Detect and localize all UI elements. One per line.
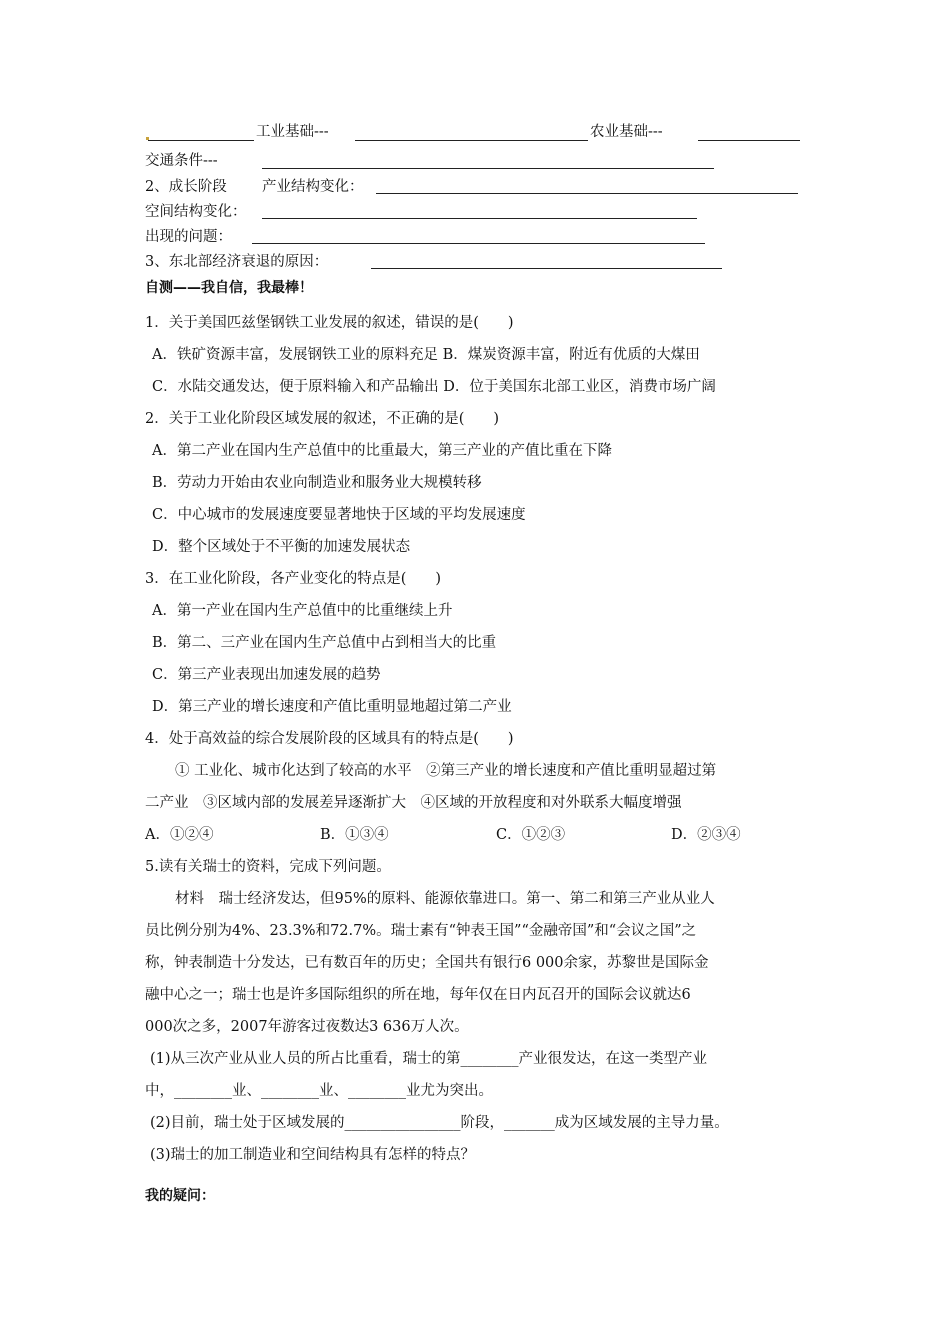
self-test-heading: 自测——我自信，我最棒！ (145, 280, 313, 296)
question-4-choice: B．①③④ (320, 827, 389, 843)
material-line: 员比例分别为4%、23.3%和72.7%。瑞士素有“钟表王国”“金融帝国”和“会议之国”之 (145, 923, 697, 939)
industry-structure-label: 产业结构变化： (262, 179, 364, 195)
problems-label: 出现的问题： (145, 229, 232, 245)
question-3-option: A．第一产业在国内生产总值中的比重继续上升 (152, 603, 453, 619)
blank-line (252, 243, 705, 244)
question-1-option: C．水陆交通发达，便于原料输入和产品输出 D．位于美国东北部工业区，消费市场广阔 (152, 379, 716, 395)
blank-line (262, 168, 714, 169)
my-questions-heading: 我的疑问： (145, 1188, 215, 1204)
material-line: 000次之多，2007年游客过夜数达3 636万人次。 (145, 1019, 469, 1035)
sub-question-1-cont: 中，________业、________业、________业尤为突出。 (145, 1083, 493, 1099)
question-4-statement: 二产业 ③区域内部的发展差异逐渐扩大 ④区域的开放程度和对外联系大幅度增强 (145, 795, 682, 811)
question-4-choice: D．②③④ (671, 827, 741, 843)
material-line: 融中心之一；瑞士也是许多国际组织的所在地，每年仅在日内瓦召开的国际会议就达6 (145, 987, 691, 1003)
blank-line (698, 140, 800, 141)
spatial-structure-label: 空间结构变化： (145, 204, 247, 220)
question-3-option: C．第三产业表现出加速发展的趋势 (152, 667, 381, 683)
question-4-choice: A．①②④ (145, 827, 214, 843)
sub-question-1: (1)从三次产业从业人员的所占比重看，瑞士的第________产业很发达，在这一类型产业 (150, 1051, 708, 1067)
blank-line (355, 140, 588, 141)
material-line: 材料 瑞士经济发达，但95%的原料、能源依靠进口。第一、第二和第三产业从业人 (175, 891, 715, 907)
material-line: 称，钟表制造十分发达，已有数百年的历史；全国共有银行6 000余家，苏黎世是国际金 (145, 955, 709, 971)
question-3-stem: 3．在工业化阶段，各产业变化的特点是( ) (145, 571, 442, 587)
question-2-option: C．中心城市的发展速度要显著地快于区域的平均发展速度 (152, 507, 526, 523)
question-2-option: D．整个区域处于不平衡的加速发展状态 (152, 539, 411, 555)
blank-line (371, 268, 722, 269)
question-4-statement: ① 工业化、城市化达到了较高的水平 ②第三产业的增长速度和产值比重明显超过第 (175, 763, 717, 779)
question-1-stem: 1．关于美国匹兹堡钢铁工业发展的叙述，错误的是( ) (145, 315, 514, 331)
blank-line (148, 140, 254, 141)
growth-stage-label: 2、成长阶段 (145, 179, 227, 195)
question-2-stem: 2．关于工业化阶段区域发展的叙述，不正确的是( ) (145, 411, 500, 427)
question-3-option: D．第三产业的增长速度和产值比重明显地超过第二产业 (152, 699, 512, 715)
question-3-option: B．第二、三产业在国内生产总值中占到相当大的比重 (152, 635, 497, 651)
blank-line (262, 218, 697, 219)
traffic-label: 交通条件--- (145, 153, 218, 169)
blank-line (376, 193, 798, 194)
sub-question-2: (2)目前，瑞士处于区域发展的________________阶段，_______成为区域发展的主导力量。 (150, 1115, 729, 1131)
question-1-option: A．铁矿资源丰富，发展钢铁工业的原料充足 B．煤炭资源丰富，附近有优质的大煤田 (152, 347, 700, 363)
agriculture-base-label: 农业基础--- (590, 124, 663, 140)
northeast-reason-label: 3、东北部经济衰退的原因： (145, 254, 329, 270)
question-5-stem: 5.读有关瑞士的资料，完成下列问题。 (145, 859, 391, 875)
question-2-option: B．劳动力开始由农业向制造业和服务业大规模转移 (152, 475, 482, 491)
question-4-choice: C．①②③ (496, 827, 566, 843)
question-2-option: A．第二产业在国内生产总值中的比重最大，第三产业的产值比重在下降 (152, 443, 612, 459)
sub-question-3: (3)瑞士的加工制造业和空间结构具有怎样的特点？ (150, 1147, 476, 1163)
industry-base-label: 工业基础--- (256, 124, 329, 140)
question-4-stem: 4．处于高效益的综合发展阶段的区域具有的特点是( ) (145, 731, 514, 747)
